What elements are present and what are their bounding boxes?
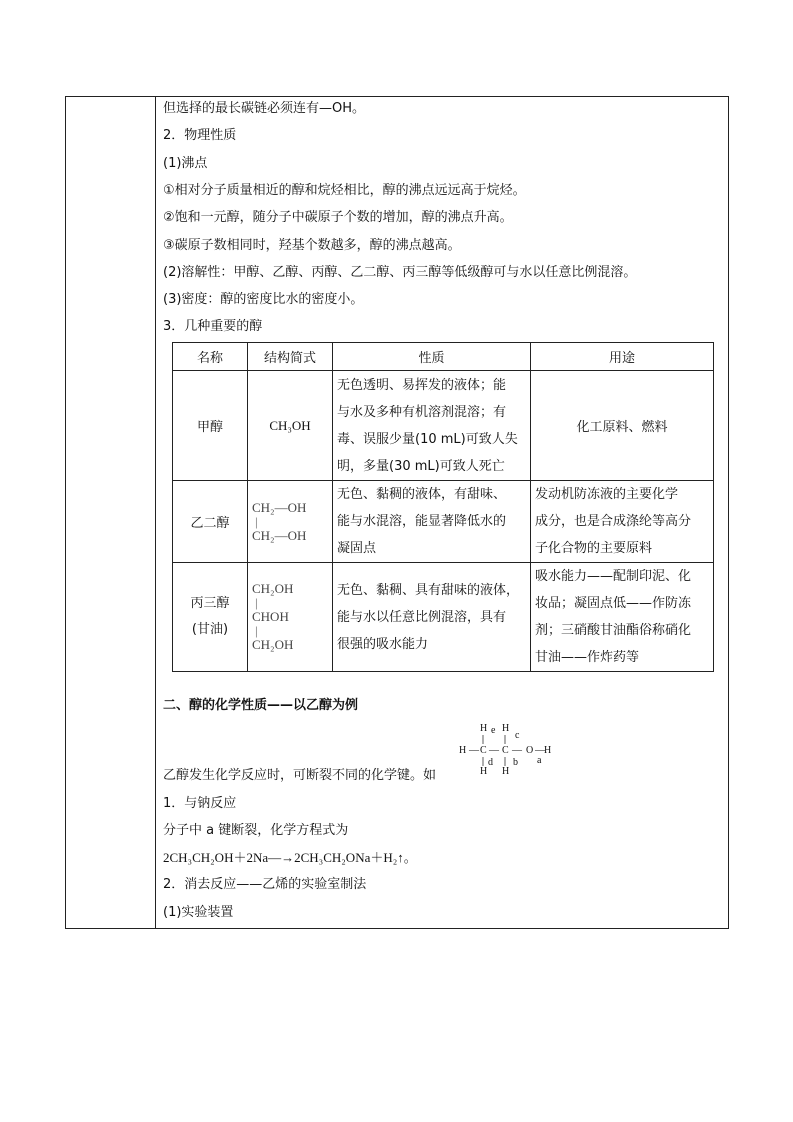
table-row <box>173 371 714 481</box>
header-structure: 结构简式 <box>248 343 333 371</box>
properties-cell: 无色、黏稠、具有甜味的液体， 能与水以任意比例混溶，具有 很强的吸水能力 <box>333 563 531 672</box>
header-properties: 性质 <box>333 343 531 371</box>
text-line: 乙醇发生化学反应时，可断裂不同的化学键。如 <box>163 768 437 783</box>
name-cell: 甲醇 <box>173 371 248 481</box>
alcohols-table <box>172 342 714 672</box>
structure-formula: CH₂OH | CHOH | CH₂OH <box>248 563 333 672</box>
properties-cell: 无色透明、易挥发的液体；能 与水及多种有机溶剂混溶；有 毒、误服少量(10 mL)可致人失 明，多量(30 mL)可致人死亡 <box>333 371 531 481</box>
section-heading: 2．消去反应——乙烯的实验室制法 <box>163 877 367 892</box>
bond-lines <box>455 724 560 776</box>
table-row <box>173 481 714 563</box>
text-line: (3)密度：醇的密度比水的密度小。 <box>163 292 364 307</box>
section-heading: 2．物理性质 <box>163 128 237 143</box>
section-heading: 3．几种重要的醇 <box>163 319 263 334</box>
section-heading: 1．与钠反应 <box>163 796 237 811</box>
header-name: 名称 <box>173 343 248 371</box>
section-heading: 二、醇的化学性质——以乙醇为例 <box>163 698 359 713</box>
header-uses: 用途 <box>531 343 714 371</box>
structure-formula: CH₂—OH | CH₂—OH <box>248 481 333 563</box>
uses-cell: 吸水能力——配制印泥、化 妆品；凝固点低——作防冻 剂；三硝酸甘油酯俗称硝化 甘油——作炸药等 <box>531 563 714 672</box>
column-divider <box>155 96 156 929</box>
text-line: ①相对分子质量相近的醇和烷烃相比，醇的沸点远远高于烷烃。 <box>163 183 526 198</box>
uses-cell: 发动机防冻液的主要化学 成分，也是合成涤纶等高分 子化合物的主要原料 <box>531 481 714 563</box>
text-line: ②饱和一元醇，随分子中碳原子个数的增加，醇的沸点升高。 <box>163 210 513 225</box>
text-line: 但选择的最长碳链必须连有—OH。 <box>163 101 366 116</box>
uses-cell: 化工原料、燃料 <box>531 371 714 481</box>
text-line: (1)沸点 <box>163 156 208 171</box>
chemical-equation: 2CH₃CH₂OH＋2Na―→2CH₃CH₂ONa＋H₂↑。 <box>163 850 417 865</box>
properties-cell: 无色、黏稠的液体，有甜味、 能与水混溶，能显著降低水的 凝固点 <box>333 481 531 563</box>
text-line: (1)实验装置 <box>163 905 234 920</box>
table-header-row <box>173 343 714 371</box>
text-line: 分子中 a 键断裂，化学方程式为 <box>163 823 349 838</box>
name-cell: 丙三醇 (甘油) <box>173 563 248 672</box>
ethanol-structure-diagram: H e H c H — C — C — O — H d b a H H <box>455 724 560 776</box>
text-line: ③碳原子数相同时，羟基个数越多，醇的沸点越高。 <box>163 238 461 253</box>
structure-cell: CH₃OH <box>248 371 333 481</box>
table-row <box>173 563 714 672</box>
text-line: (2)溶解性：甲醇、乙醇、丙醇、乙二醇、丙三醇等低级醇可与水以任意比例混溶。 <box>163 265 637 280</box>
name-cell: 乙二醇 <box>173 481 248 563</box>
